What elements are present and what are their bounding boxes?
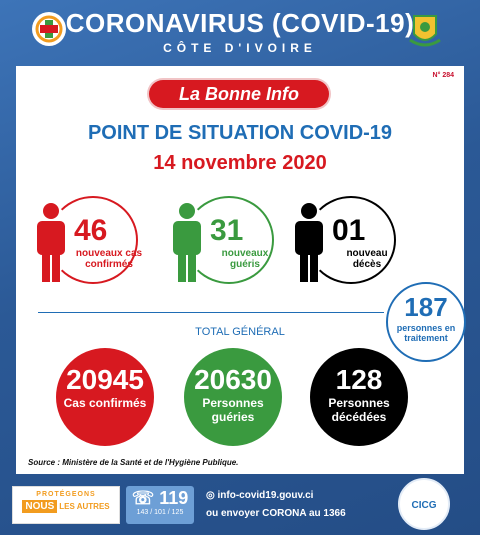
in-treatment-circle [386, 282, 466, 362]
new-cases-label: nouveaux cas confirmés [75, 248, 143, 270]
report-date: 14 novembre 2020 [153, 152, 327, 174]
issue-number: N° 284 [432, 72, 454, 79]
footer [0, 484, 480, 530]
person-icon [292, 202, 326, 282]
new-deaths-label: nouveau décès [346, 248, 388, 270]
new-deaths-stat [288, 196, 408, 284]
new-deaths-value: 01 [332, 214, 366, 247]
total-deaths-circle [310, 348, 408, 446]
web-icon: ◎ [206, 490, 218, 501]
cicg-logo: CICG [398, 478, 450, 530]
divider [38, 312, 384, 313]
protect-line1: PROTÉGEONS [36, 491, 96, 498]
total-cases-circle [56, 348, 154, 446]
total-deaths-value: 128 [335, 364, 383, 395]
new-recovered-value: 31 [210, 214, 244, 247]
source-note: Source : Ministère de la Santé et de l'Hygiène Publique. [28, 458, 239, 467]
report-title: POINT DE SITUATION COVID-19 [87, 122, 393, 144]
protect-line3: LES AUTRES [59, 502, 110, 511]
coat-of-arms-icon [406, 10, 444, 50]
in-treatment-label: personnes en traitement [396, 323, 456, 343]
header-title: CORONAVIRUS (COVID-19) [65, 8, 415, 38]
good-info-badge: La Bonne Info [149, 80, 329, 108]
contact-info [206, 490, 346, 526]
total-cases-label: Cas confirmés [63, 396, 147, 410]
new-recovered-stat [166, 196, 286, 284]
sms-instructions: ou envoyer CORONA au 1366 [206, 508, 346, 519]
protect-line2: NOUS [22, 500, 57, 513]
new-cases-stat [30, 196, 150, 284]
hotline-number: ☏ 119 [131, 488, 189, 508]
info-card [16, 66, 464, 474]
total-deaths-label: Personnes décédées [328, 396, 390, 424]
new-recovered-label: nouveaux guéris [221, 248, 269, 270]
total-recovered-label: Personnes guéries [202, 396, 264, 424]
in-treatment-value: 187 [404, 292, 448, 322]
phone-icon: ☏ [131, 488, 155, 508]
hotline-box [126, 486, 194, 524]
total-heading: TOTAL GÉNÉRAL [195, 326, 285, 338]
total-cases-value: 20945 [66, 364, 144, 395]
total-recovered-value: 20630 [194, 364, 272, 395]
new-cases-value: 46 [74, 214, 108, 247]
person-icon [170, 202, 204, 282]
hotline-alt-numbers: 143 / 101 / 125 [136, 509, 184, 516]
total-recovered-circle [184, 348, 282, 446]
person-icon [34, 202, 68, 282]
website-link[interactable]: info-covid19.gouv.ci [217, 490, 314, 501]
protect-campaign-banner [12, 486, 120, 524]
header-subtitle: CÔTE D'IVOIRE [163, 41, 317, 55]
